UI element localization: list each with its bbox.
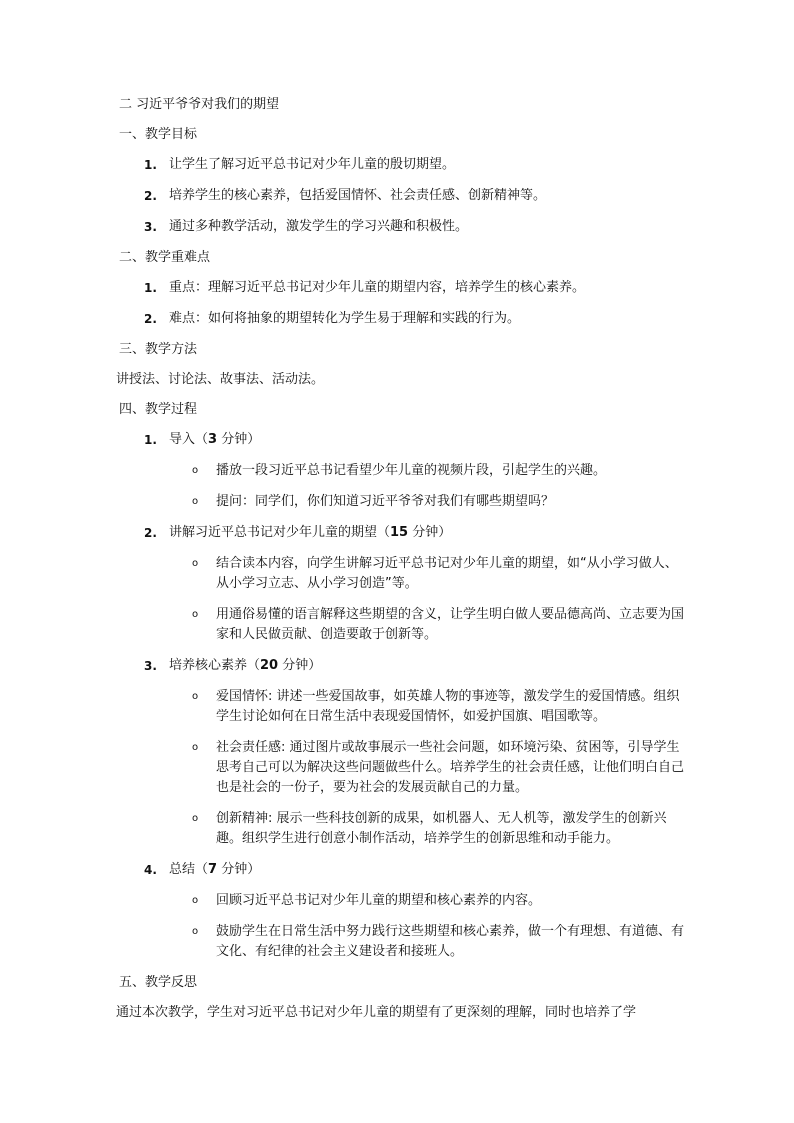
list-number: 2. [144,312,157,326]
bullet-item [169,492,689,512]
circle-bullet-icon: o [192,496,199,507]
reflection-text: 通过本次教学，学生对习近平总书记对少年儿童的期望有了更深刻的理解，同时也培养了学 [116,1005,637,1020]
list-item [119,186,689,206]
list-item-text: 重点：理解习近平总书记对少年儿童的期望内容，培养学生的核心素养。 [169,280,586,295]
circle-bullet-icon: o [192,691,199,702]
step-minutes: 7 [208,862,218,877]
step-title-suffix: 分钟） [408,525,452,540]
bullet-text: 爱国情怀: 讲述一些爱国故事，如英雄人物的事迹等，激发学生的爱国情感。组织学生讨论如何在日常生活中表现爱国情怀，如爱护国旗、唱国歌等。 [216,689,680,724]
list-item [119,309,689,329]
bullet-item [169,738,689,798]
step-title-text: 培养核心素养（ [169,658,261,673]
step-title [169,430,689,450]
step-title-text: 总结（ [169,862,209,877]
process-steps [119,430,689,962]
list-number: 3. [144,220,157,234]
step-title [169,523,689,543]
bullet-item [169,687,689,727]
bullet-item [169,891,689,911]
list-number: 1. [144,433,157,447]
step-bullets [169,687,689,849]
bullet-item [169,461,689,481]
list-item-text: 培养学生的核心素养，包括爱国情怀、社会责任感、创新精神等。 [169,188,547,203]
circle-bullet-icon: o [192,609,199,620]
circle-bullet-icon: o [192,926,199,937]
bullet-text: 社会责任感: 通过图片或故事展示一些社会问题，如环境污染、贫困等，引导学生思考自己可以为解决这些问题做些什么。培养学生的社会责任感，让他们明白自己也是社会的一份子，要为社会的发展贡献自己的力量。 [216,740,685,795]
list-number: 1. [144,281,157,295]
step-bullets [169,891,689,962]
step-title [169,656,689,676]
process-step [119,523,689,645]
section-heading-goals: 一、教学目标 [119,127,198,142]
document-page [116,95,689,1033]
bullet-text: 回顾习近平总书记对少年儿童的期望和核心素养的内容。 [216,893,542,908]
bullet-item [169,605,689,645]
list-item [119,278,689,298]
circle-bullet-icon: o [192,465,199,476]
process-step [119,430,689,512]
step-title [169,860,689,880]
step-title-text: 讲解习近平总书记对少年儿童的期望（ [169,525,391,540]
section-heading-process: 四、教学过程 [119,402,198,417]
section-heading-reflection: 五、教学反思 [119,975,198,990]
list-number: 4. [144,863,157,877]
process-step [119,860,689,962]
methods-text: 讲授法、讨论法、故事法、活动法。 [116,372,325,387]
step-title-suffix: 分钟） [278,658,322,673]
bullet-text: 提问：同学们，你们知道习近平爷爷对我们有哪些期望吗？ [216,494,555,509]
list-number: 2. [144,526,157,540]
step-bullets [169,461,689,512]
bullet-text: 创新精神: 展示一些科技创新的成果，如机器人、无人机等，激发学生的创新兴趣。组织学生进行创意小制作活动，培养学生的创新思维和动手能力。 [216,811,667,846]
bullet-item [169,809,689,849]
section-heading-methods: 三、教学方法 [119,342,198,357]
step-minutes: 15 [390,525,409,540]
bullet-item [169,554,689,594]
list-number: 1. [144,158,157,172]
list-item-text: 让学生了解习近平总书记对少年儿童的殷切期望。 [169,157,456,172]
circle-bullet-icon: o [192,813,199,824]
keypoints-list [119,278,689,329]
step-title-suffix: 分钟） [217,432,261,447]
list-number: 2. [144,189,157,203]
circle-bullet-icon: o [192,558,199,569]
bullet-text: 鼓励学生在日常生活中努力践行这些期望和核心素养，做一个有理想、有道德、有文化、有纪律的社会主义建设者和接班人。 [216,924,685,959]
list-item [119,217,689,237]
bullet-text: 播放一段习近平总书记看望少年儿童的视频片段，引起学生的兴趣。 [216,463,607,478]
step-minutes: 20 [260,658,279,673]
list-item-text: 通过多种教学活动，激发学生的学习兴趣和积极性。 [169,219,469,234]
step-title-suffix: 分钟） [217,862,261,877]
step-title-text: 导入（ [169,432,209,447]
step-bullets [169,554,689,645]
bullet-item [169,922,689,962]
section-heading-keypoints: 二、教学重难点 [119,250,211,265]
list-item-text: 难点：如何将抽象的期望转化为学生易于理解和实践的行为。 [169,311,521,326]
circle-bullet-icon: o [192,742,199,753]
process-step [119,656,689,849]
bullet-text: 用通俗易懂的语言解释这些期望的含义，让学生明白做人要品德高尚、立志要为国家和人民做贡献、创造要敢于创新等。 [216,607,685,642]
goals-list [119,155,689,237]
step-minutes: 3 [208,432,218,447]
list-number: 3. [144,659,157,673]
circle-bullet-icon: o [192,895,199,906]
bullet-text: 结合读本内容，向学生讲解习近平总书记对少年儿童的期望，如“从小学习做人、从小学习立志、从小学习创造”等。 [216,556,678,591]
list-item [119,155,689,175]
document-title: 二 习近平爷爷对我们的期望 [119,97,280,112]
